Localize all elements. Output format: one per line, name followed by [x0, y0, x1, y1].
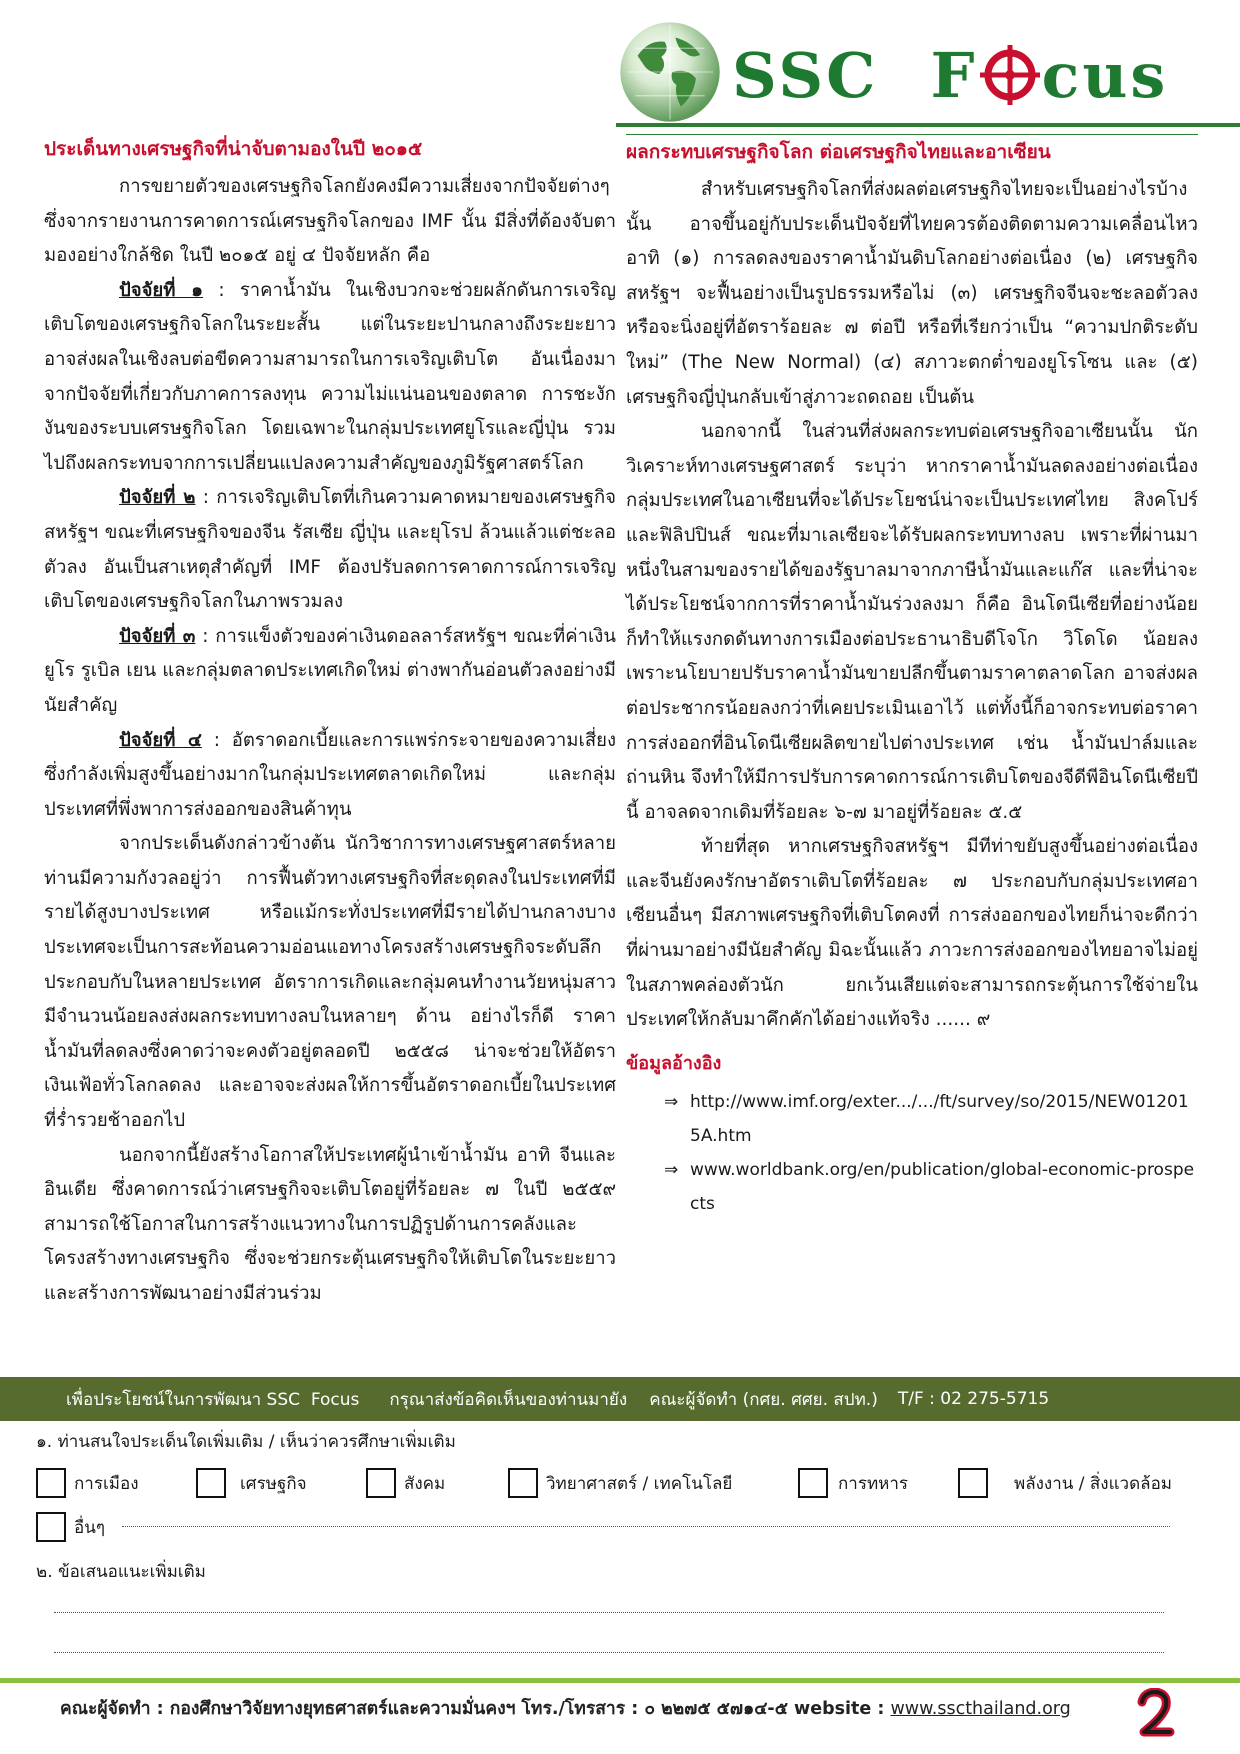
- factor-3-label: ปัจจัยที่ ๓: [119, 625, 196, 647]
- credit-line: [60, 1694, 1071, 1722]
- arrow-icon: ⇒: [664, 1159, 679, 1180]
- band-text-request: กรุณาส่งข้อคิดเห็นของท่านมายัง: [389, 1389, 628, 1410]
- question-2-label: ๒. ข้อเสนอแนะเพิ่มเติม: [36, 1562, 206, 1582]
- brand-focus-f: F: [930, 38, 978, 112]
- factor-4-paragraph: [44, 724, 616, 828]
- option-label: การเมือง: [74, 1473, 139, 1494]
- references-title: ข้อมูลอ้างอิง: [626, 1052, 722, 1074]
- website-link[interactable]: www.sscthailand.org: [890, 1699, 1071, 1719]
- brand-focus-cus: cus: [1041, 38, 1169, 112]
- factor-3-text: : การแข็งตัวของค่าเงินดอลลาร์สหรัฐฯ ขณะที่ค่าเงินยูโร รูเบิล เยน และกลุ่มตลาดประเทศเกิดใหม่ ต่างพากันอ่อนตัวลงอย่างมีนัยสำคัญ: [44, 625, 616, 716]
- factor-4-text: : อัตราดอกเบี้ยและการแพร่กระจายของความเสี่ยง ซึ่งกำลังเพิ่มสูงขึ้นอย่างมากในกลุ่มประเทศตลาดเกิดใหม่ และกลุ่มประเทศที่พึ่งพาการส่งออกของสินค้าทุน: [44, 729, 616, 820]
- band-text-phone: T/F : 02 275-5715: [897, 1389, 1050, 1409]
- reference-link[interactable]: http://www.imf.org/exter.../.../ft/survey/so/2015/NEW012015A.htm: [690, 1091, 1189, 1146]
- right-paragraph-2: นอกจากนี้ ในส่วนที่ส่งผลกระทบต่อเศรษฐกิจอาเซียนนั้น นักวิเคราะห์ทางเศรษฐศาสตร์ ระบุว่า หากราคาน้ำมันลดลงอย่างต่อเนื่อง กลุ่มประเทศในอาเซียนที่จะได้ประโยชน์น่าจะเป็นประเทศไทย สิงคโปร์ และฟิลิปปินส์ ขณะที่มาเลเซียจะได้รับผลกระทบทางลบ เพราะที่ผ่านมาหนึ่งในสามของรายได้ของรัฐบาลมาจากภาษีน้ำมันและแก๊ส และที่น่าจะได้ประโยชน์จากการที่ราคาน้ำมันร่วงลงมา ก็คือ อินโดนีเซียที่อย่างน้อยก็ทำให้แรงกดดันทางการเมืองต่อประธานาธิบดีโจโก วิโดโด น้อยลง เพราะนโยบายปรับราคาน้ำมันขายปลีกขึ้นตามราคาตลาดโลก อาจส่งผลต่อประชากรน้อยลงกว่าที่เคยประเมินเอาไว้ แต่ทั้งนี้ก็อาจกระทบต่อราคาการส่งออกที่อินโดนีเซียผลิตขายไปต่างประเทศ เช่น น้ำมันปาล์มและถ่านหิน จึงทำให้มีการปรับการคาดการณ์การเติบโตของจีดีพีอินโดนีเซียปีนี้ อาจลดจากเดิมที่ร้อยละ ๖-๗ มาอยู่ที่ร้อยละ ๕.๕: [626, 421, 1198, 823]
- bottom-rule: [0, 1678, 1240, 1683]
- page-number-2-icon: [1132, 1688, 1176, 1738]
- option-energy-environment[interactable]: [958, 1468, 1172, 1498]
- suggestion-line-2[interactable]: [54, 1650, 1164, 1653]
- reference-item: [626, 1085, 1198, 1153]
- left-paragraph-3: นอกจากนี้ยังสร้างโอกาสให้ประเทศผู้นำเข้าน้ำมัน อาทิ จีนและอินเดีย ซึ่งคาดการณ์ว่าเศรษฐกิจจะเติบโตอยู่ที่ร้อยละ ๗ ในปี ๒๕๕๙ สามารถใช้โอกาสในการสร้างแนวทางในการปฏิรูปด้านการคลังและโครงสร้างทางเศรษฐกิจ ซึ่งจะช่วยกระตุ้นเศรษฐกิจให้เติบโตในระยะยาวและสร้างการพัฒนาอย่างมีส่วนร่วม: [44, 1144, 616, 1304]
- checkbox[interactable]: [958, 1468, 988, 1498]
- checkbox[interactable]: [366, 1468, 396, 1498]
- right-column: [626, 134, 1198, 1221]
- header-rule: [616, 123, 1240, 127]
- checkbox[interactable]: [36, 1512, 66, 1542]
- option-label: เศรษฐกิจ: [240, 1473, 307, 1494]
- option-label: อื่นๆ: [74, 1517, 105, 1538]
- checkbox[interactable]: [508, 1468, 538, 1498]
- credit-text: คณะผู้จัดทำ : กองศึกษาวิจัยทางยุทธศาสตร์และความมั่นคงฯ โทร./โทรสาร : ๐ ๒๒๗๕ ๕๗๑๔-๕ website :: [60, 1699, 891, 1719]
- left-paragraph-2: จากประเด็นดังกล่าวข้างต้น นักวิชาการทางเศรษฐศาสตร์หลายท่านมีความกังวลอยู่ว่า การฟื้นตัวทางเศรษฐกิจที่สะดุดลงในประเทศที่มีรายได้สูงบางประเทศ หรือแม้กระทั่งประเทศที่มีรายได้ปานกลางบางประเทศจะเป็นการสะท้อนความอ่อนแอทางโครงสร้างเศรษฐกิจระดับลึก ประกอบกับในหลายประเทศ อัตราการเกิดและกลุ่มคนทำงานวัยหนุ่มสาวมีจำนวนน้อยลงส่งผลกระทบทางลบในหลายๆ ด้าน อย่างไรก็ดี ราคาน้ำมันที่ลดลงซึ่งคาดว่าจะคงตัวอยู่ตลอดปี ๒๕๕๘ น่าจะช่วยให้อัตราเงินเฟ้อทั่วโลกลดลง และอาจจะส่งผลให้การขึ้นอัตราดอกเบี้ยในประเทศที่ร่ำรวยช้าออกไป: [44, 833, 616, 1132]
- feedback-band: [0, 1377, 1240, 1421]
- factor-3-paragraph: [44, 620, 616, 724]
- checkbox[interactable]: [36, 1468, 66, 1498]
- question-1-label: ๑. ท่านสนใจประเด็นใดเพิ่มเติม / เห็นว่าควรศึกษาเพิ่มเติม: [36, 1432, 456, 1452]
- option-label: วิทยาศาสตร์ / เทคโนโลยี: [546, 1473, 733, 1494]
- reference-item: [626, 1153, 1198, 1221]
- right-paragraph-3: ท้ายที่สุด หากเศรษฐกิจสหรัฐฯ มีทีท่าขยับสูงขึ้นอย่างต่อเนื่อง และจีนยังคงรักษาอัตราเติบโตที่ร้อยละ ๗ ประกอบกับกลุ่มประเทศอาเซียนอื่นๆ มีสภาพเศรษฐกิจที่เติบโตคงที่ การส่งออกของไทยก็น่าจะดีกว่าที่ผ่านมาอย่างมีนัยสำคัญ มิฉะนั้นแล้ว ภาวะการส่งออกของไทยอาจไม่อยู่ในสภาพคล่องตัวนัก ยกเว้นเสียแต่จะสามารถกระตุ้นการใช้จ่ายในประเทศให้กลับมาคึกคักได้อย่างแท้จริง ...... ๙: [626, 836, 1198, 1031]
- globe-logo: [616, 18, 724, 126]
- left-intro-paragraph: การขยายตัวของเศรษฐกิจโลกยังคงมีความเสี่ยงจากปัจจัยต่างๆ ซึ่งจากรายงานการคาดการณ์เศรษฐกิจโลกของ IMF นั้น มีสิ่งที่ต้องจับตามองอย่างใกล้ชิด ในปี ๒๐๑๕ อยู่ ๔ ปัจจัยหลัก คือ: [44, 176, 616, 267]
- brand-ssc: SSC: [732, 38, 879, 112]
- option-politics[interactable]: [36, 1468, 139, 1498]
- band-text-purpose: เพื่อประโยชน์ในการพัฒนา SSC Focus: [66, 1389, 360, 1410]
- checkbox[interactable]: [196, 1468, 226, 1498]
- option-science-technology[interactable]: [508, 1468, 732, 1498]
- band-text-team: คณะผู้จัดทำ (กศย. ศศย. สปท.): [649, 1389, 878, 1410]
- option-label: การทหาร: [838, 1473, 909, 1494]
- factor-1-paragraph: [44, 274, 616, 482]
- factor-2-text: : การเจริญเติบโตที่เกินความคาดหมายของเศรษฐกิจสหรัฐฯ ขณะที่เศรษฐกิจของจีน รัสเซีย ญี่ปุ่น และยุโรป ล้วนแล้วแต่ชะลอตัวลง อันเป็นสาเหตุสำคัญที่ IMF ต้องปรับลดการคาดการณ์การเจริญเติบโตของเศรษฐกิจโลกในภาพรวมลง: [44, 487, 617, 613]
- factor-1-text: : ราคาน้ำมัน ในเชิงบวกจะช่วยผลักดันการเจริญเติบโตของเศรษฐกิจโลกในระยะสั้น แต่ในระยะปานกลางถึงระยะยาว อาจส่งผลในเชิงลบต่อขีดความสามารถในการเจริญเติบโต อันเนื่องมาจากปัจจัยที่เกี่ยวกับภาคการลงทุน ความไม่แน่นอนของตลาด การชะงักงันของระบบเศรษฐกิจโลก โดยเฉพาะในกลุ่มประเทศยูโรและญี่ปุ่น รวมไปถึงผลกระทบจากการเปลี่ยนแปลงความสำคัญของภูมิรัฐศาสตร์โลก: [44, 279, 616, 474]
- factor-1-label: ปัจจัยที่ ๑: [119, 279, 204, 301]
- option-label: พลังงาน / สิ่งแวดล้อม: [1014, 1473, 1172, 1494]
- other-answer-line[interactable]: [122, 1516, 1170, 1527]
- checkbox[interactable]: [798, 1468, 828, 1498]
- option-society[interactable]: [366, 1468, 445, 1498]
- left-article-title: ประเด็นทางเศรษฐกิจที่น่าจับตามองในปี ๒๐๑๕: [44, 138, 423, 160]
- option-economy[interactable]: [196, 1468, 307, 1498]
- left-column: [44, 134, 616, 1312]
- option-label: สังคม: [404, 1473, 446, 1494]
- reference-link[interactable]: www.worldbank.org/en/publication/global-economic-prospects: [690, 1159, 1195, 1214]
- option-military[interactable]: [798, 1468, 908, 1498]
- factor-4-label: ปัจจัยที่ ๔: [119, 729, 202, 751]
- brand-logo-text: [732, 30, 1168, 120]
- target-icon: [980, 45, 1040, 105]
- right-article-title: ผลกระทบเศรษฐกิจโลก ต่อเศรษฐกิจไทยและอาเซียน: [626, 134, 1198, 167]
- right-paragraph-1: สำหรับเศรษฐกิจโลกที่ส่งผลต่อเศรษฐกิจไทยจะเป็นอย่างไรบ้างนั้น อาจขึ้นอยู่กับประเด็นปัจจัยที่ไทยควรต้องติดตามความเคลื่อนไหว อาทิ (๑) การลดลงของราคาน้ำมันดิบโลกอย่างต่อเนื่อง (๒) เศรษฐกิจสหรัฐฯ จะฟื้นอย่างเป็นรูปธรรมหรือไม่ (๓) เศรษฐกิจจีนจะชะลอตัวลง หรือจะนิ่งอยู่ที่อัตราร้อยละ ๗ ต่อปี หรือที่เรียกว่าเป็น “ความปกติระดับใหม่” (The New Normal) (๔) สภาวะตกต่ำของยูโรโซน และ (๕) เศรษฐกิจญี่ปุ่นกลับเข้าสู่ภาวะถดถอย เป็นต้น: [626, 179, 1198, 408]
- factor-2-label: ปัจจัยที่ ๒: [119, 487, 196, 509]
- arrow-icon: ⇒: [664, 1091, 679, 1112]
- suggestion-line-1[interactable]: [54, 1610, 1164, 1613]
- factor-2-paragraph: [44, 481, 616, 619]
- option-other[interactable]: [36, 1512, 105, 1542]
